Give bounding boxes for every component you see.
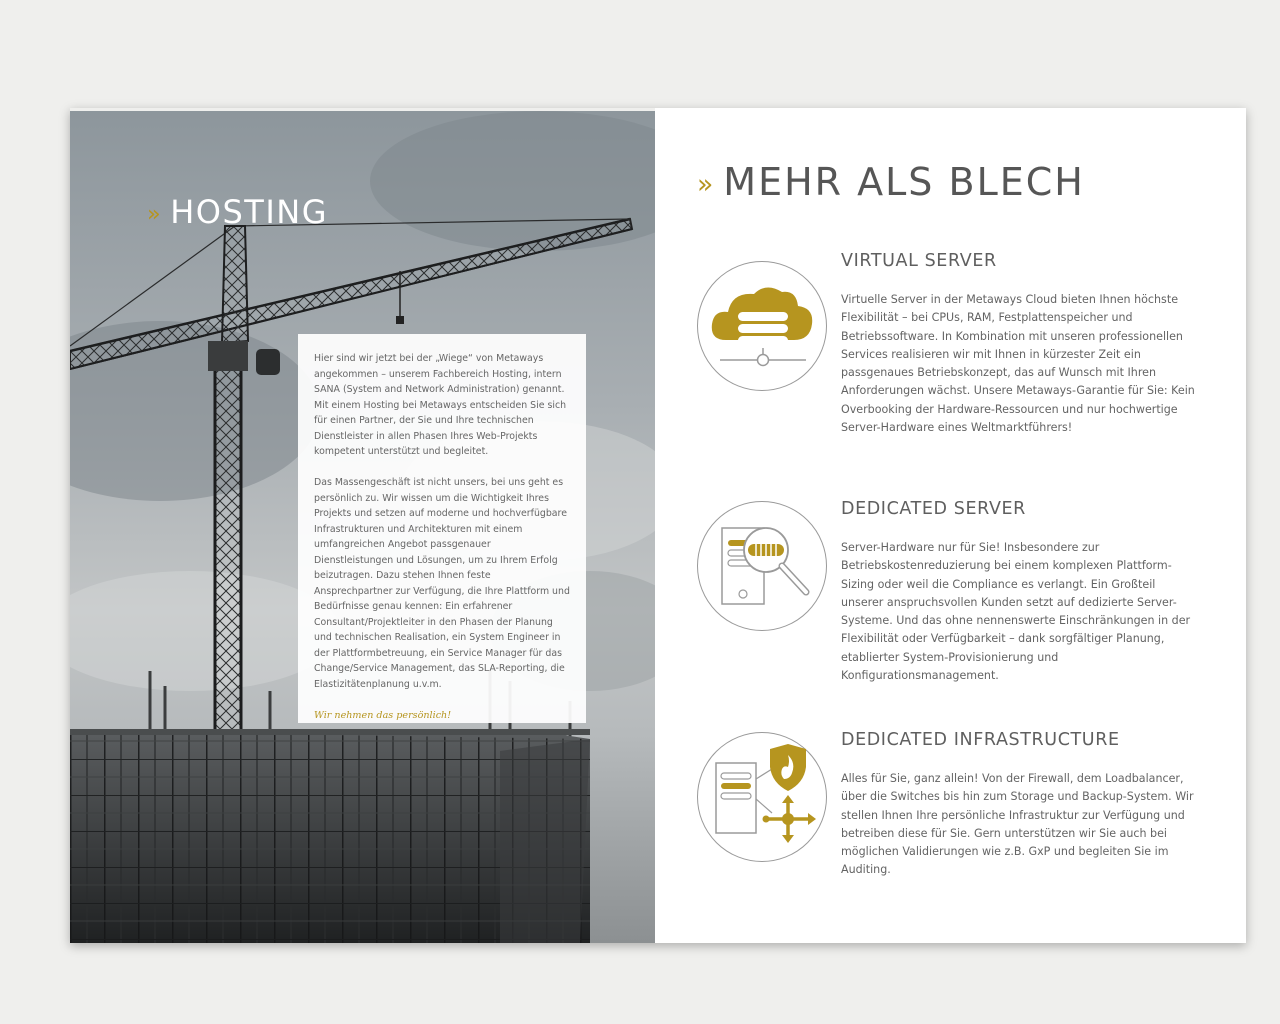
- right-page: [655, 108, 1246, 943]
- service-title: DEDICATED INFRASTRUCTURE: [841, 730, 1120, 750]
- infrastructure-icon: [697, 732, 827, 862]
- intro-text-box: [298, 334, 586, 723]
- page-title-mehr-als-blech: [697, 160, 1085, 204]
- brochure-spread: [70, 108, 1246, 943]
- chevron-right-icon: »: [697, 169, 716, 200]
- left-page: [70, 111, 655, 943]
- page-title-text: HOSTING: [170, 193, 328, 231]
- page-title-hosting: [147, 193, 328, 231]
- page-title-text: MEHR ALS BLECH: [723, 160, 1085, 204]
- service-description: Alles für Sie, ganz allein! Von der Firewall, dem Loadbalancer, über die Switches bis hin zum Storage und Backup-System. Wir stellen Ihnen Ihre persönliche Infrastruktur zur Verfügung und betreiben diese für Sie. Gern unterstützen wir Sie auch bei möglichen Validierungen wie z.B. GxP und begleiten Sie im Auditing.: [841, 772, 1194, 877]
- cloud-server-icon: [697, 261, 827, 391]
- service-description: Virtuelle Server in der Metaways Cloud bieten Ihnen höchste Flexibilität – bei CPUs, RAM, Festplattenspeicher und Betriebssoftware. In Kombination mit unseren professionellen Services realisieren wir mit Ihnen in kürzester Zeit ein passgenaues Betriebskonzept, das auf Wunsch mit Ihren Anforderungen wächst. Unsere Metaways-Garantie für Sie: Kein Overbooking der Hardware-Ressourcen und nur hochwertige Server-Hardware eines Weltmarktführers!: [841, 293, 1195, 435]
- service-description: Server-Hardware nur für Sie! Insbesondere zur Betriebskostenreduzierung bei einem komplexen Plattform-Sizing oder weil die Compliance es verlangt. Ein Großteil unserer anspruchsvollen Kunden setzt auf dedizierte Server-Systeme. Und das ohne nennenswerte Einschränkungen in der Flexibilität oder Verfügbarkeit – dank sorgfältiger Planung, etablierter System-Provisionierung und Konfigurationsmanagement.: [841, 541, 1191, 683]
- service-title: DEDICATED SERVER: [841, 499, 1026, 519]
- intro-paragraph-1: Hier sind wir jetzt bei der „Wiege“ von Metaways angekommen – unserem Fachbereich Hosting, intern SANA (System and Network Administration) genannt. Mit einem Hosting bei Metaways entscheiden Sie sich für einen Partner, der Sie und Ihre technischen Dienstleister in allen Phasen Ihres Web-Projekts kompetent unterstützt und begleitet.: [314, 353, 567, 457]
- chevron-right-icon: »: [147, 201, 163, 227]
- service-title: VIRTUAL SERVER: [841, 251, 997, 271]
- server-magnifier-icon: [697, 501, 827, 631]
- closing-tagline: Wir nehmen das persönlich!: [314, 709, 452, 721]
- intro-paragraph-2: Das Massengeschäft ist nicht unsers, bei uns geht es persönlich zu. Wir wissen um die Wichtigkeit Ihres Projekts und setzen auf moderne und hochverfügbare Infrastrukturen und Architekturen mit einem umfangreichen Angebot passgenauer Dienstleistungen und Lösungen, um zu Ihrem Erfolg beizutragen. Dazu stehen Ihnen feste Ansprechpartner zur Verfügung, die Ihre Plattform und Bedürfnisse genau kennen: Ein erfahrener Consultant/Projektleiter in den Phasen der Planung und technischen Realisation, ein System Engineer in der Plattformbetreuung, ein Service Manager für das Change/Service Management, das SLA-Reporting, die Elastizitätenplanung u.v.m.: [314, 477, 570, 690]
